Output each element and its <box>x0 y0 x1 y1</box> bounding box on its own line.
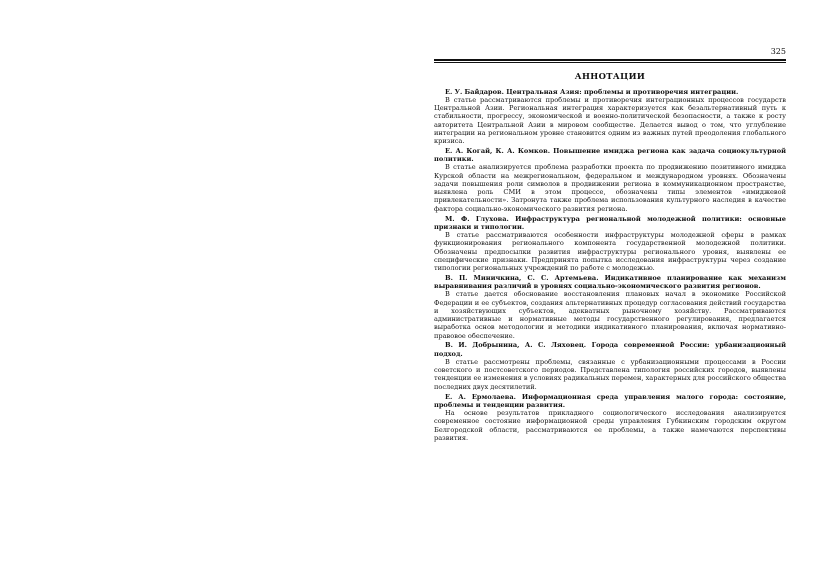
entry-abstract: В статье рассматриваются особенности инфраструктуры молодежной сферы в рамках функционирования регионального компонента государственной молодежной политики. Обозначены предпосылки развития инфраструктуры регионального уровня, выявлены ее специфические признаки. Предпринята попытка исследования инфраструктуры через создание типологии региональных учреждений по работе с молодежью. <box>434 231 786 273</box>
entry-title: В. П. Миничкина, С. С. Артемьева. Индикативное планирование как механизм выравнивания различий в уровнях социально-экономического развития регионов. <box>434 273 786 291</box>
annotation-entry <box>434 274 786 340</box>
page-number: 325 <box>770 47 786 56</box>
entry-abstract: В статье дается обоснование восстановления плановых начал в экономике Российской Федерации и ее субъектов, создания альтернативных процедур согласования действий государства и хозяйствующих субъектов, адекватных рыночному хозяйству. Рассматриваются административные и нормативные методы государственного регулирования, предлагается выработка основ методологии и методики индикативного планирования, включая нормативно-правовое обеспечение. <box>434 290 786 340</box>
header-rule <box>434 59 786 63</box>
entry-abstract: В статье анализируется проблема разработки проекта по продвижению позитивного имиджа Курской области на межрегиональном, федеральном и международном уровнях. Обозначены задачи повышения роли символов в продвижении региона в коммуникационном пространстве, выявлена роль СМИ в этом процессе, обозначены типы элементов «имиджевой привлекательности». Затронута также проблема использования культурного наследия в качестве фактора социально-экономического развития региона. <box>434 163 786 213</box>
entry-title: М. Ф. Глухова. Инфраструктура региональной молодежной политики: основные признаки и типологии. <box>434 214 786 231</box>
entry-abstract: В статье рассматриваются проблемы и противоречия интеграционных процессов государств Центральной Азии. Региональная интеграция характеризуется как безальтернативный путь к стабильности, прогрессу, экономической и военно-политической безопасности, а также к росту авторитета Центральной Азии в мировом сообществе. Делается вывод о том, что углубление интеграции на региональном уровне становится одним из важных путей преодоления глобального кризиса. <box>434 95 786 146</box>
annotation-entry <box>434 215 786 273</box>
entry-title: Е. У. Байдаров. Центральная Азия: проблемы и противоречия интеграции. <box>445 87 739 96</box>
annotation-entry <box>434 88 786 146</box>
entry-abstract: На основе результатов прикладного социологического исследования анализируется современное состояние информационной среды управления Губкинским городским округом Белгородской области, рассматриваются ее проблемы, а также намечаются перспективы развития. <box>434 409 786 442</box>
annotation-entry <box>434 147 786 213</box>
entry-abstract: В статье рассмотрены проблемы, связанные с урбанизационными процессами в России советского и постсоветского периодов. Представлена типология российских городов, выявлены тенденции ее изменения в условиях радикальных перемен, характерных для российского общества последних двух десятилетий. <box>434 357 786 391</box>
entry-title: Е. А. Когай, К. А. Комков. Повышение имиджа региона как задача социокультурной политики. <box>434 146 786 164</box>
section-heading: АННОТАЦИИ <box>574 71 646 81</box>
annotations-list <box>434 86 786 442</box>
entry-title: Е. А. Ермолаева. Информационная среда управления малого города: состояние, проблемы и тенденции развития. <box>434 392 786 409</box>
entry-title: В. И. Добрынина, А. С. Ляховец. Города современной России: урбанизационный подход. <box>434 341 786 358</box>
annotation-entry <box>434 393 786 443</box>
annotation-entry <box>434 341 786 391</box>
